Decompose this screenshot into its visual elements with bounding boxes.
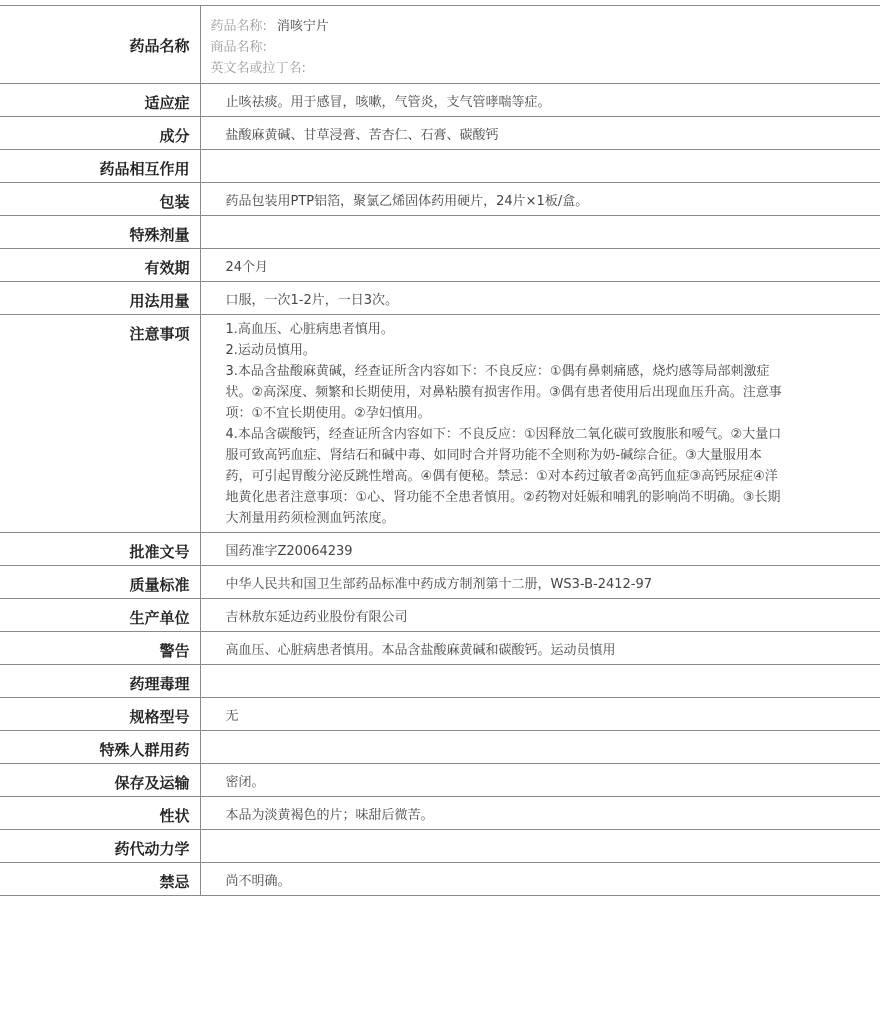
interactions-label: 药品相互作用 (0, 150, 200, 183)
precaution-item: 2.运动员慎用。 (225, 343, 316, 358)
trade-name-label: 商品名称: (210, 40, 267, 55)
usage-label: 用法用量 (0, 282, 200, 315)
precautions-value (200, 315, 880, 533)
toxicology-label: 药理毒理 (0, 665, 200, 698)
contraindications-value: 尚不明确。 (200, 863, 880, 896)
specification-label: 规格型号 (0, 698, 200, 731)
precautions-label: 注意事项 (0, 315, 200, 533)
special-dosage-label: 特殊剂量 (0, 216, 200, 249)
precaution-item: 3.本品含盐酸麻黄碱，经查证所含内容如下：不良反应：①偶有鼻刺痛感，烧灼感等局部刺激症状。②高深度、频繁和长期使用，对鼻粘膜有损害作用。③偶有患者使用后出现血压升高。注意事项：①不宜长期使用。②孕妇慎用。 (225, 364, 782, 421)
pharmacokinetics-value (200, 830, 880, 863)
special-populations-value (200, 731, 880, 764)
usage-row (0, 282, 880, 315)
drug-name-cell (200, 6, 880, 84)
indication-value: 止咳祛痰。用于感冒，咳嗽，气管炎，支气管哮喘等症。 (200, 84, 880, 117)
toxicology-row (0, 665, 880, 698)
contraindications-label: 禁忌 (0, 863, 200, 896)
appearance-label: 性状 (0, 797, 200, 830)
appearance-row (0, 797, 880, 830)
manufacturer-label: 生产单位 (0, 599, 200, 632)
indication-row (0, 84, 880, 117)
generic-name-line (211, 16, 880, 37)
packaging-value: 药品包装用PTP铝箔，聚氯乙烯固体药用硬片，24片×1板/盒。 (200, 183, 880, 216)
packaging-label: 包装 (0, 183, 200, 216)
ingredients-label: 成分 (0, 117, 200, 150)
storage-value: 密闭。 (200, 764, 880, 797)
warning-label: 警告 (0, 632, 200, 665)
manufacturer-value: 吉林敖东延边药业股份有限公司 (200, 599, 880, 632)
warning-value: 高血压、心脏病患者慎用。本品含盐酸麻黄碱和碳酸钙。运动员慎用 (200, 632, 880, 665)
shelf-life-value: 24个月 (200, 249, 880, 282)
approval-label: 批准文号 (0, 533, 200, 566)
usage-value: 口服，一次1-2片，一日3次。 (200, 282, 880, 315)
interactions-value (200, 150, 880, 183)
pharmacokinetics-row (0, 830, 880, 863)
appearance-value: 本品为淡黄褐色的片；味甜后微苦。 (200, 797, 880, 830)
special-dosage-row (0, 216, 880, 249)
specification-value: 无 (200, 698, 880, 731)
pharmacokinetics-label: 药代动力学 (0, 830, 200, 863)
special-dosage-value (200, 216, 880, 249)
precautions-row (0, 315, 880, 533)
warning-row (0, 632, 880, 665)
drug-info-table (0, 5, 880, 896)
specification-row (0, 698, 880, 731)
generic-name-label: 药品名称: (210, 19, 267, 34)
drug-name-label: 药品名称 (0, 6, 200, 84)
quality-standard-value: 中华人民共和国卫生部药品标准中药成方制剂第十二册，WS3-B-2412-97 (200, 566, 880, 599)
manufacturer-row (0, 599, 880, 632)
approval-row (0, 533, 880, 566)
precaution-item: 4.本品含碳酸钙，经查证所含内容如下：不良反应：①因释放二氧化碳可致腹胀和嗳气。②大量口服可致高钙血症、肾结石和碱中毒、如同时合并肾功能不全则称为奶-碱综合征。③大量服用本药，可引起胃酸分泌反跳性增高。④偶有便秘。禁忌：①对本药过敏者②高钙血症③高钙尿症④洋地黄化患者注意事项：①心、肾功能不全患者慎用。②药物对妊娠和哺乳的影响尚不明确。③长期大剂量用药须检测血钙浓度。 (225, 427, 782, 526)
quality-standard-row (0, 566, 880, 599)
storage-row (0, 764, 880, 797)
storage-label: 保存及运输 (0, 764, 200, 797)
english-name-label: 英文名或拉丁名: (210, 61, 306, 76)
shelf-life-row (0, 249, 880, 282)
packaging-row (0, 183, 880, 216)
precaution-item: 1.高血压、心脏病患者慎用。 (225, 322, 394, 337)
shelf-life-label: 有效期 (0, 249, 200, 282)
indication-label: 适应症 (0, 84, 200, 117)
special-populations-label: 特殊人群用药 (0, 731, 200, 764)
special-populations-row (0, 731, 880, 764)
interactions-row (0, 150, 880, 183)
drug-name-row (0, 6, 880, 84)
toxicology-value (200, 665, 880, 698)
approval-value: 国药准字Z20064239 (200, 533, 880, 566)
generic-name-value: 消咳宁片 (276, 19, 329, 34)
ingredients-row (0, 117, 880, 150)
ingredients-value: 盐酸麻黄碱、甘草浸膏、苦杏仁、石膏、碳酸钙 (200, 117, 880, 150)
quality-standard-label: 质量标准 (0, 566, 200, 599)
contraindications-row (0, 863, 880, 896)
